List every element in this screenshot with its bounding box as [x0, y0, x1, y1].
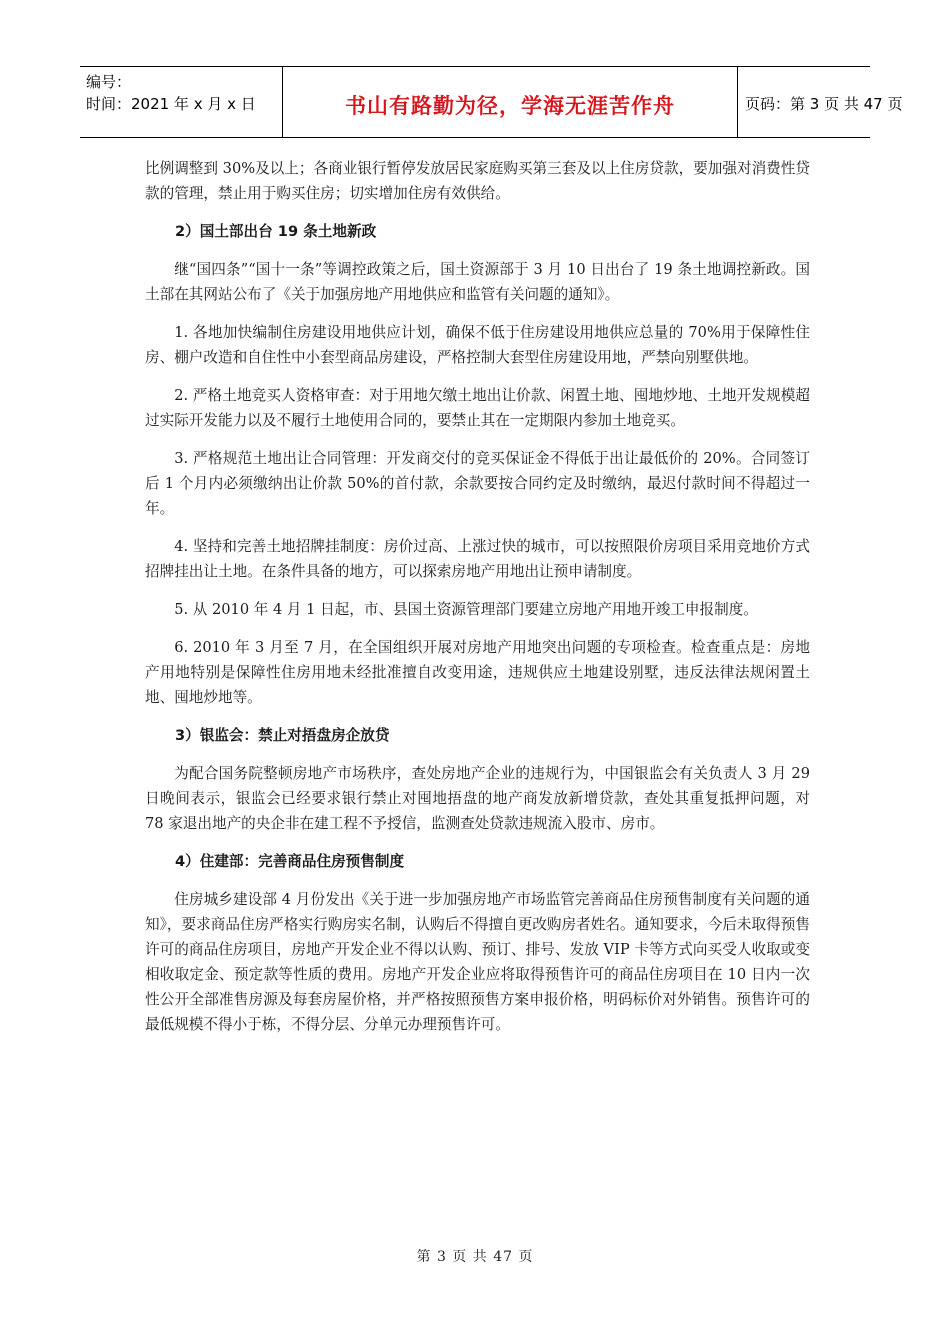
paragraph-cbrc: 为配合国务院整顿房地产市场秩序，查处房地产企业的违规行为，中国银监会有关负责人 3 月 29 日晚间表示，银监会已经要求银行禁止对囤地捂盘的地产商发放新增贷款，查处其重复抵押问题，对 78 家退出地产的央企非在建工程不予授信，监测查处贷款违规流入股市、房市。 — [145, 765, 810, 832]
paragraph-continuation: 比例调整到 30%及以上；各商业银行暂停发放居民家庭购买第三套及以上住房贷款，要加强对消费性贷款的管理，禁止用于购买住房；切实增加住房有效供给。 — [145, 160, 810, 202]
document-date: 时间：2021 年 x 月 x 日 — [86, 95, 256, 113]
section-heading-3: 3）银监会：禁止对捂盘房企放贷 — [175, 727, 390, 744]
section-heading-2: 2）国土部出台 19 条土地新政 — [175, 223, 377, 240]
document-number: 编号： — [86, 73, 132, 91]
document-body — [145, 156, 810, 1050]
list-item-4: 4. 坚持和完善土地招牌挂制度：房价过高、上涨过快的城市，可以按照限价房项目采用竞地价方式招牌挂出让土地。在条件具备的地方，可以探索房地产用地出让预申请制度。 — [145, 538, 810, 580]
page-footer: 第 3 页 共 47 页 — [416, 1249, 534, 1265]
paragraph-land-policy-intro: 继“国四条”“国十一条”等调控政策之后，国土资源部于 3 月 10 日出台了 19 条土地调控新政。国土部在其网站公布了《关于加强房地产用地供应和监管有关问题的通知》。 — [145, 261, 810, 303]
header-page-cell — [737, 67, 903, 137]
paragraph-presale: 住房城乡建设部 4 月份发出《关于进一步加强房地产市场监管完善商品住房预售制度有关问题的通知》，要求商品住房严格实行购房实名制，认购后不得擅自更改购房者姓名。通知要求，今后未取得预售许可的商品住房项目，房地产开发企业不得以认购、预订、排号、发放 VIP 卡等方式向买受人收取或变相收取定金、预定款等性质的费用。房地产开发企业应将取得预售许可的商品住房项目在 10 日内一次性公开全部准售房源及每套房屋价格，并严格按照预售方案申报价格，明码标价对外销售。预售许可的最低规模不得小于栋，不得分层、分单元办理预售许可。 — [145, 891, 810, 1033]
header-table — [80, 66, 903, 138]
header-page-number: 页码：第 3 页 共 47 页 — [745, 95, 903, 113]
section-heading-4: 4）住建部：完善商品住房预售制度 — [175, 853, 405, 870]
list-item-3: 3. 严格规范土地出让合同管理：开发商交付的竞买保证金不得低于出让最低价的 20%。合同签订后 1 个月内必须缴纳出让价款 50%的首付款，余款要按合同约定及时缴纳，最迟付款时间不得超过一年。 — [145, 450, 810, 517]
list-item-5: 5. 从 2010 年 4 月 1 日起，市、县国土资源管理部门要建立房地产用地开竣工申报制度。 — [174, 601, 758, 618]
header-motto-cell — [282, 67, 738, 137]
header-meta-cell — [80, 67, 282, 137]
list-item-2: 2. 严格土地竞买人资格审查：对于用地欠缴土地出让价款、闲置土地、囤地炒地、土地开发规模超过实际开发能力以及不履行土地使用合同的，要禁止其在一定期限内参加土地竞买。 — [145, 387, 810, 429]
list-item-1: 1. 各地加快编制住房建设用地供应计划，确保不低于住房建设用地供应总量的 70%用于保障性住房、棚户改造和自住性中小套型商品房建设，严格控制大套型住房建设用地，严禁向别墅供地。 — [145, 324, 810, 366]
motto: 书山有路勤为径，学海无涯苦作舟 — [345, 94, 675, 118]
list-item-6: 6. 2010 年 3 月至 7 月，在全国组织开展对房地产用地突出问题的专项检查。检查重点是：房地产用地特别是保障性住房用地未经批准擅自改变用途，违规供应土地建设别墅，违反法律法规闲置土地、囤地炒地等。 — [145, 639, 810, 706]
